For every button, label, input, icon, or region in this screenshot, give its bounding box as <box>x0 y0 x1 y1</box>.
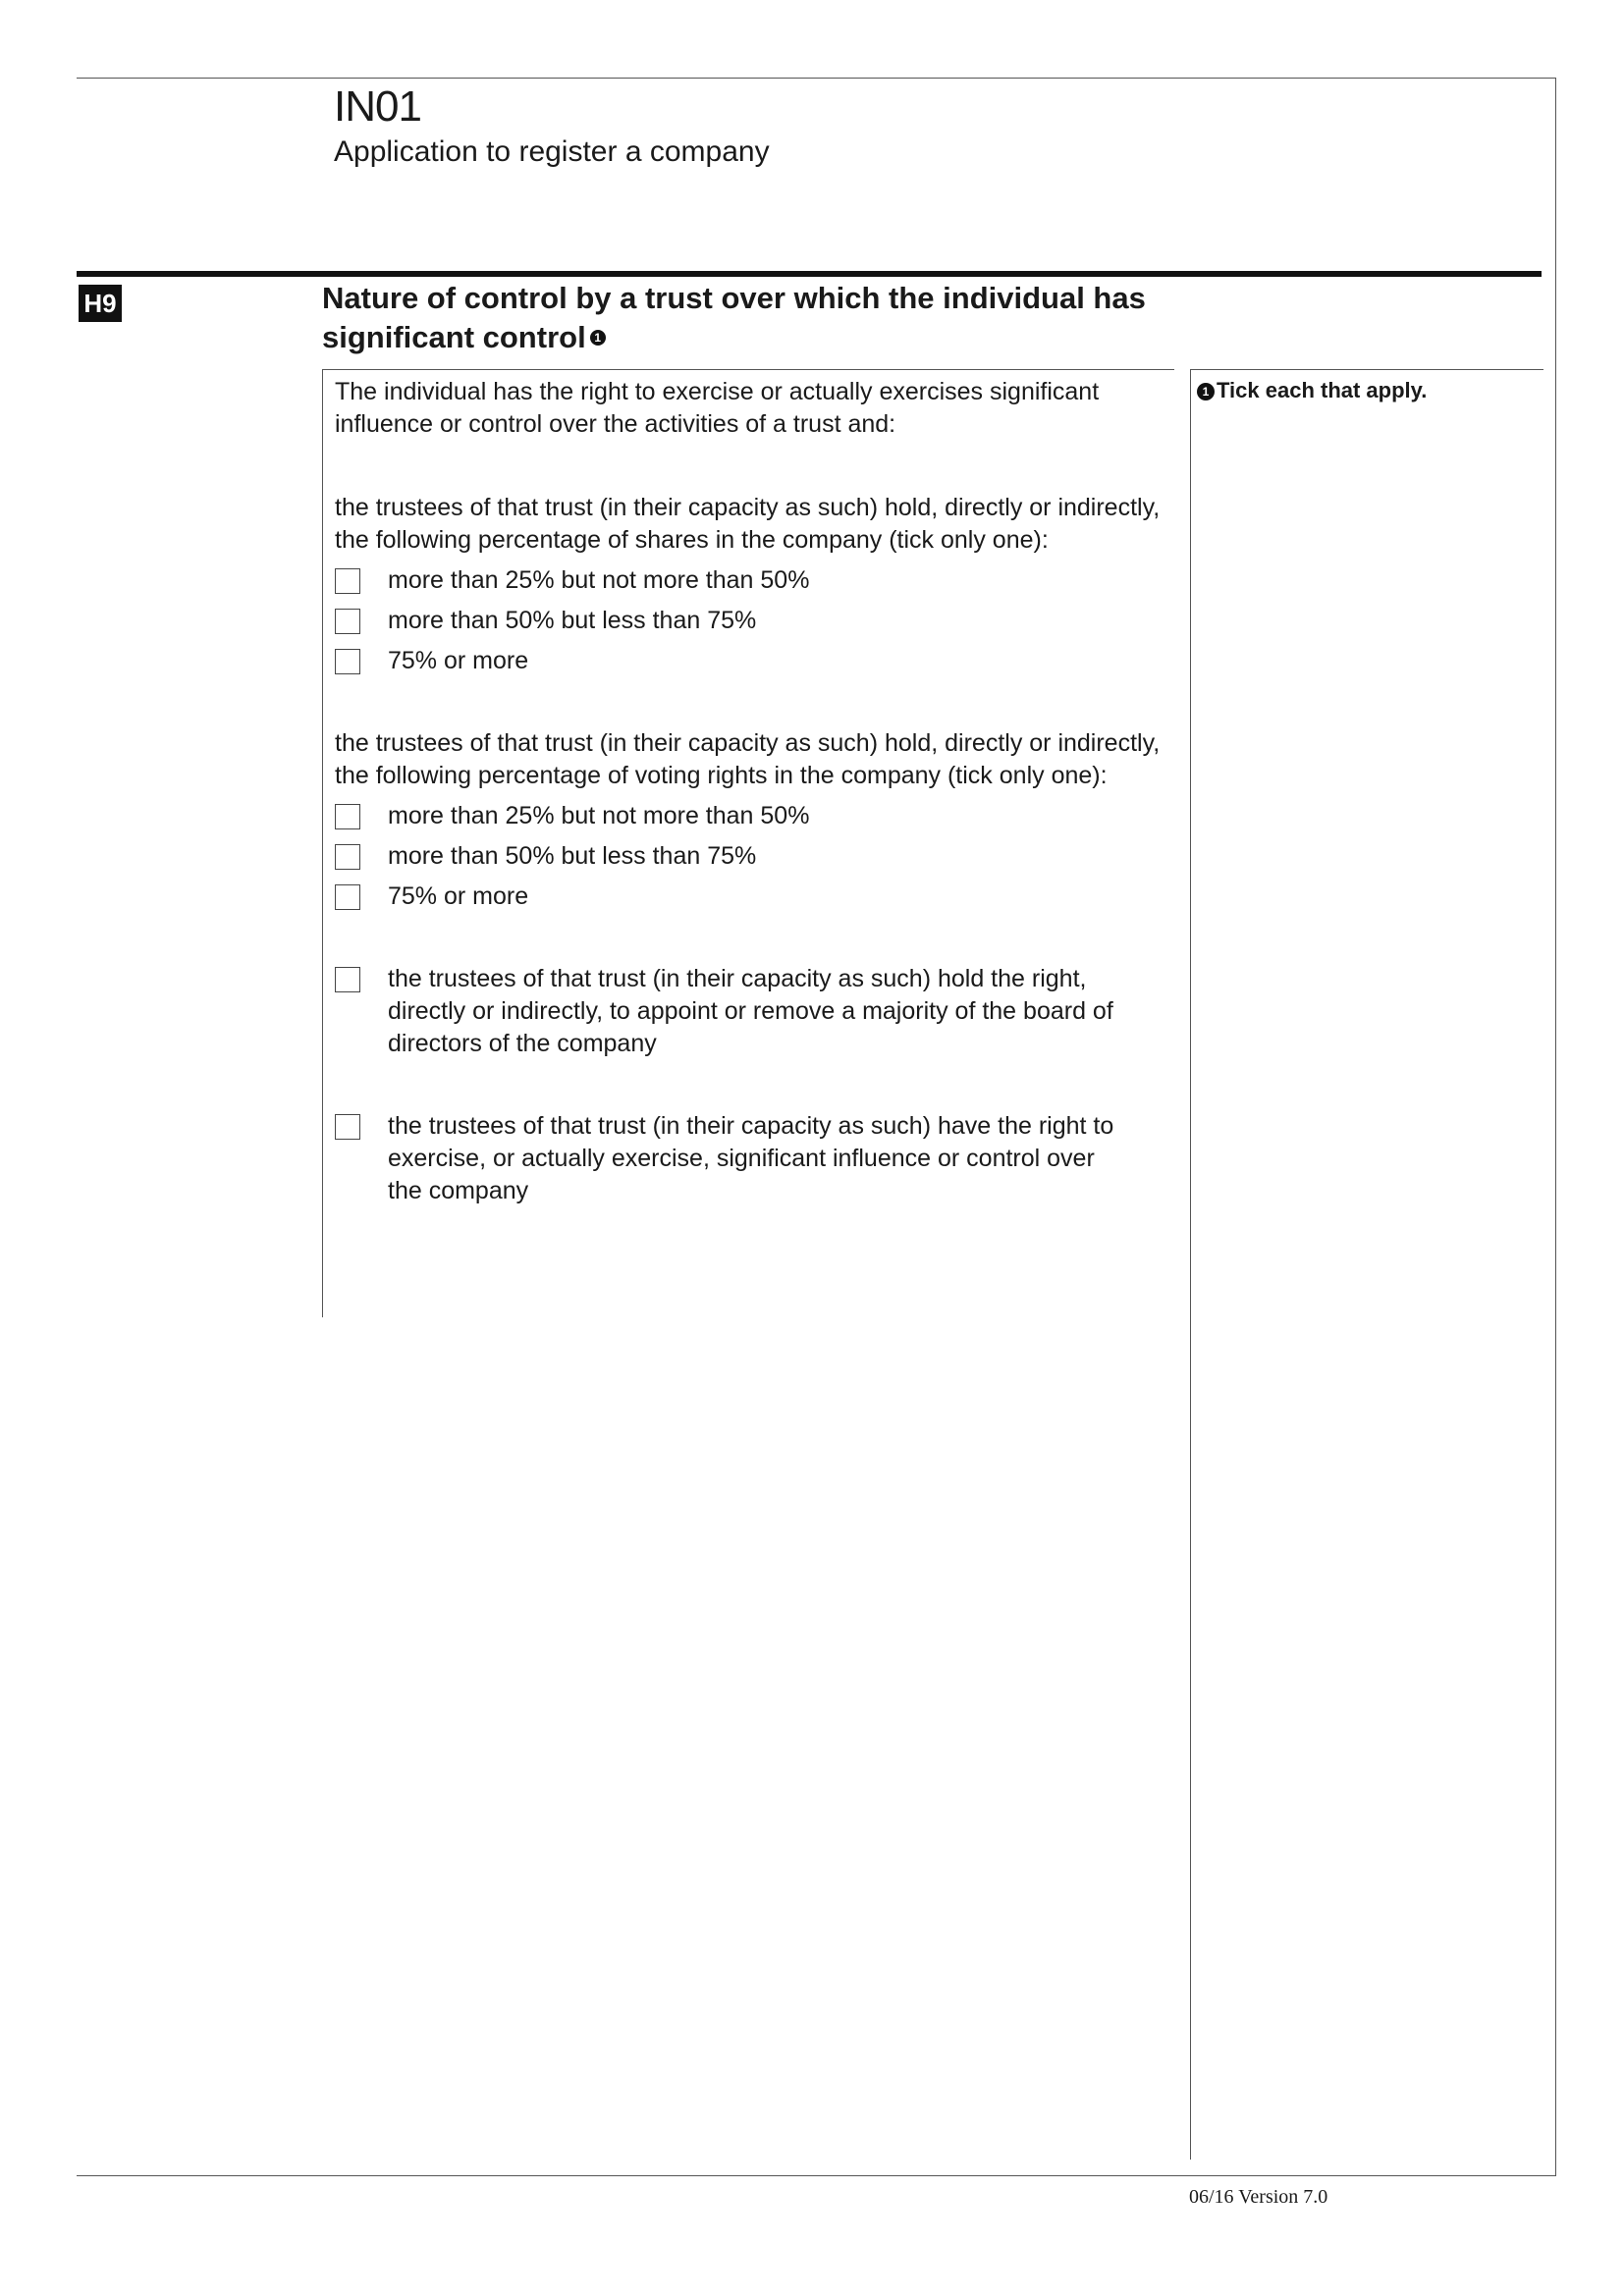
version-footer: 06/16 Version 7.0 <box>1189 2186 1328 2208</box>
guidance-note-text: Tick each that apply. <box>1217 378 1428 402</box>
form-title: Application to register a company <box>334 135 770 168</box>
voting-option-50-75 <box>335 840 1169 873</box>
shares-option-75-plus <box>335 645 1169 677</box>
option-label: 75% or more <box>388 882 529 910</box>
voting-75-plus-checkbox[interactable] <box>335 884 360 910</box>
voting-heading: the trustees of that trust (in their capacity as such) hold, directly or indirectly, the following percentage of voting rights in the company (tick only one): <box>335 729 1161 789</box>
section-divider <box>77 271 1542 277</box>
significant-influence-option <box>335 1110 1169 1207</box>
shares-25-50-checkbox[interactable] <box>335 568 360 594</box>
shares-option-25-50 <box>335 564 1169 597</box>
guidance-note <box>1197 378 1427 403</box>
page-frame-top <box>77 78 1555 79</box>
voting-option-75-plus <box>335 881 1169 913</box>
voting-option-25-50 <box>335 800 1169 832</box>
section-title-text: Nature of control by a trust over which the individual has significant control <box>322 281 1146 354</box>
section-title <box>322 279 1186 357</box>
appoint-directors-checkbox[interactable] <box>335 967 360 992</box>
section-badge: H9 <box>79 285 122 322</box>
guidance-panel <box>1190 369 1543 2160</box>
appoint-directors-option <box>335 963 1169 1060</box>
control-options-panel <box>322 369 1174 1317</box>
option-label: more than 50% but less than 75% <box>388 842 757 870</box>
option-label: 75% or more <box>388 647 529 674</box>
shares-heading: the trustees of that trust (in their capacity as such) hold, directly or indirectly, the following percentage of shares in the company (tick only one): <box>335 494 1161 554</box>
voting-25-50-checkbox[interactable] <box>335 804 360 829</box>
significant-influence-checkbox[interactable] <box>335 1114 360 1140</box>
shares-option-50-75 <box>335 605 1169 637</box>
page-frame-bottom <box>77 2175 1556 2176</box>
option-label: more than 50% but less than 75% <box>388 607 757 634</box>
option-label: more than 25% but not more than 50% <box>388 566 810 594</box>
note-marker-icon: 1 <box>590 330 606 346</box>
note-marker-icon: 1 <box>1197 383 1215 400</box>
shares-50-75-checkbox[interactable] <box>335 609 360 634</box>
shares-75-plus-checkbox[interactable] <box>335 649 360 674</box>
voting-50-75-checkbox[interactable] <box>335 844 360 870</box>
option-label: the trustees of that trust (in their capacity as such) hold the right, directly or indirectly, to appoint or remove a majority of the board of directors of the company <box>388 965 1113 1057</box>
intro-text: The individual has the right to exercise or actually exercises significant influence or control over the activities of a trust and: <box>335 378 1100 438</box>
page-frame-right <box>1555 78 1556 2175</box>
option-label: more than 25% but not more than 50% <box>388 802 810 829</box>
option-label: the trustees of that trust (in their capacity as such) have the right to exercise, or actually exercise, significant influence or control over the company <box>388 1112 1114 1204</box>
form-code: IN01 <box>334 82 421 131</box>
